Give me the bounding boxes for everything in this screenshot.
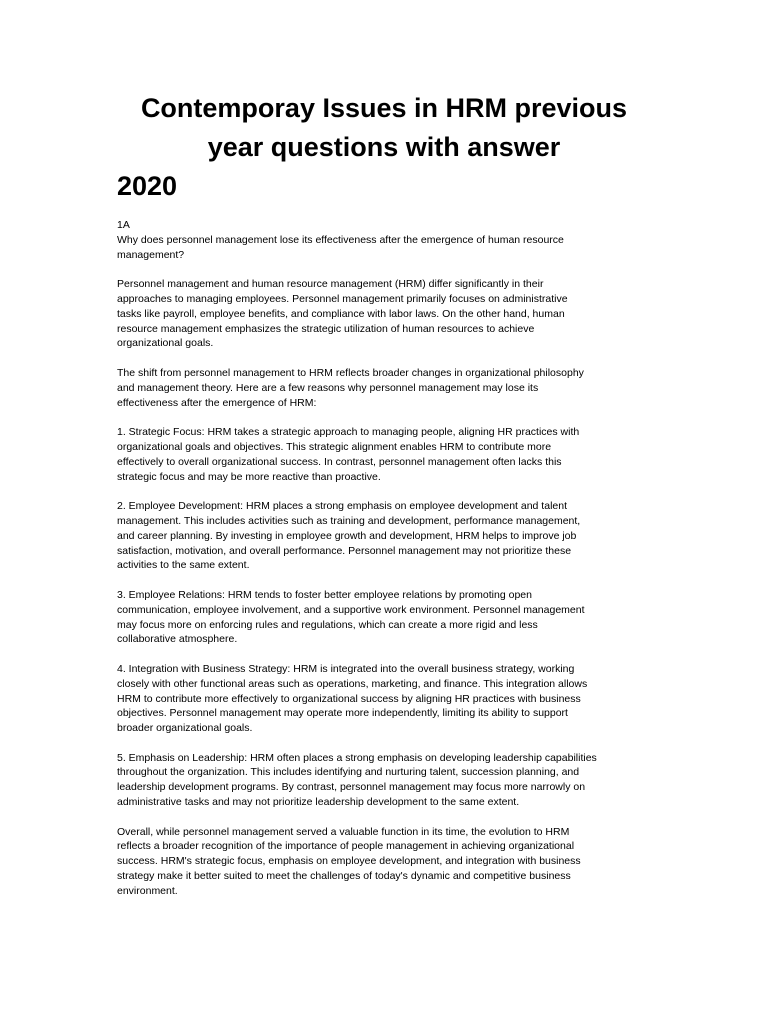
paragraph-employee-relations: 3. Employee Relations: HRM tends to foster better employee relations by promoting open communication, employee involvement, and a supportive work environment. Personnel management may focus more on enforcing rules and regulations, which can create a more rigid and less collaborative atmosphere. — [117, 588, 585, 646]
paragraph-intro: Personnel management and human resource management (HRM) differ significantly in their approaches to managing employees. Personnel management primarily focuses on administrative tasks like payroll, employee benefits, and compliance with labor laws. On the other hand, human resource management emphasizes the strategic utilization of human resources to achieve organizational goals. — [117, 278, 568, 350]
page-title-line-3: 2020 — [117, 171, 178, 201]
paragraph-leadership: 5. Emphasis on Leadership: HRM often places a strong emphasis on developing leadership capabilities throughout the organization. This includes identifying and nurturing talent, succession planning, and leadership development programs. By contrast, personnel management may focus more narrowly on administrative tasks and may not prioritize leadership development to the same extent. — [117, 751, 597, 809]
document-body — [117, 218, 657, 913]
paragraph-employee-development: 2. Employee Development: HRM places a strong emphasis on employee development and talent management. This includes activities such as training and development, performance management, and career planning. By investing in employee growth and development, HRM helps to improve job satisfaction, motivation, and overall performance. Personnel management may not prioritize these activities to the same extent. — [117, 500, 581, 572]
paragraph-strategic-focus: 1. Strategic Focus: HRM takes a strategic approach to managing people, aligning HR practices with organizational goals and objectives. This strategic alignment enables HRM to contribute more effectively to overall organizational success. In contrast, personnel management often lacks this strategic focus and may be more reactive than proactive. — [117, 426, 580, 483]
paragraph-shift: The shift from personnel management to HRM reflects broader changes in organizational philosophy and management theory. Here are a few reasons why personnel management may lose its effectiveness after the emergence of HRM: — [117, 366, 584, 409]
question-number: 1A — [117, 219, 130, 231]
paragraph-conclusion: Overall, while personnel management served a valuable function in its time, the evolution to HRM reflects a broader recognition of the importance of people management in achieving organizational success. HRM's strategic focus, emphasis on employee development, and integration with business strategy make it better suited to meet the challenges of today's dynamic and competitive business environment. — [117, 825, 581, 897]
question-text: Why does personnel management lose its effectiveness after the emergence of human resource management? — [117, 233, 564, 261]
page-title-line-1: Contemporay Issues in HRM previous — [140, 93, 628, 123]
paragraph-business-strategy: 4. Integration with Business Strategy: HRM is integrated into the overall business strategy, working closely with other functional areas such as operations, marketing, and finance. This integration allows HRM to contribute more effectively to organizational success by aligning HR practices with business objectives. Personnel management may operate more independently, limiting its ability to support broader organizational goals. — [117, 662, 588, 735]
page-title-line-2: year questions with answer — [207, 132, 561, 162]
